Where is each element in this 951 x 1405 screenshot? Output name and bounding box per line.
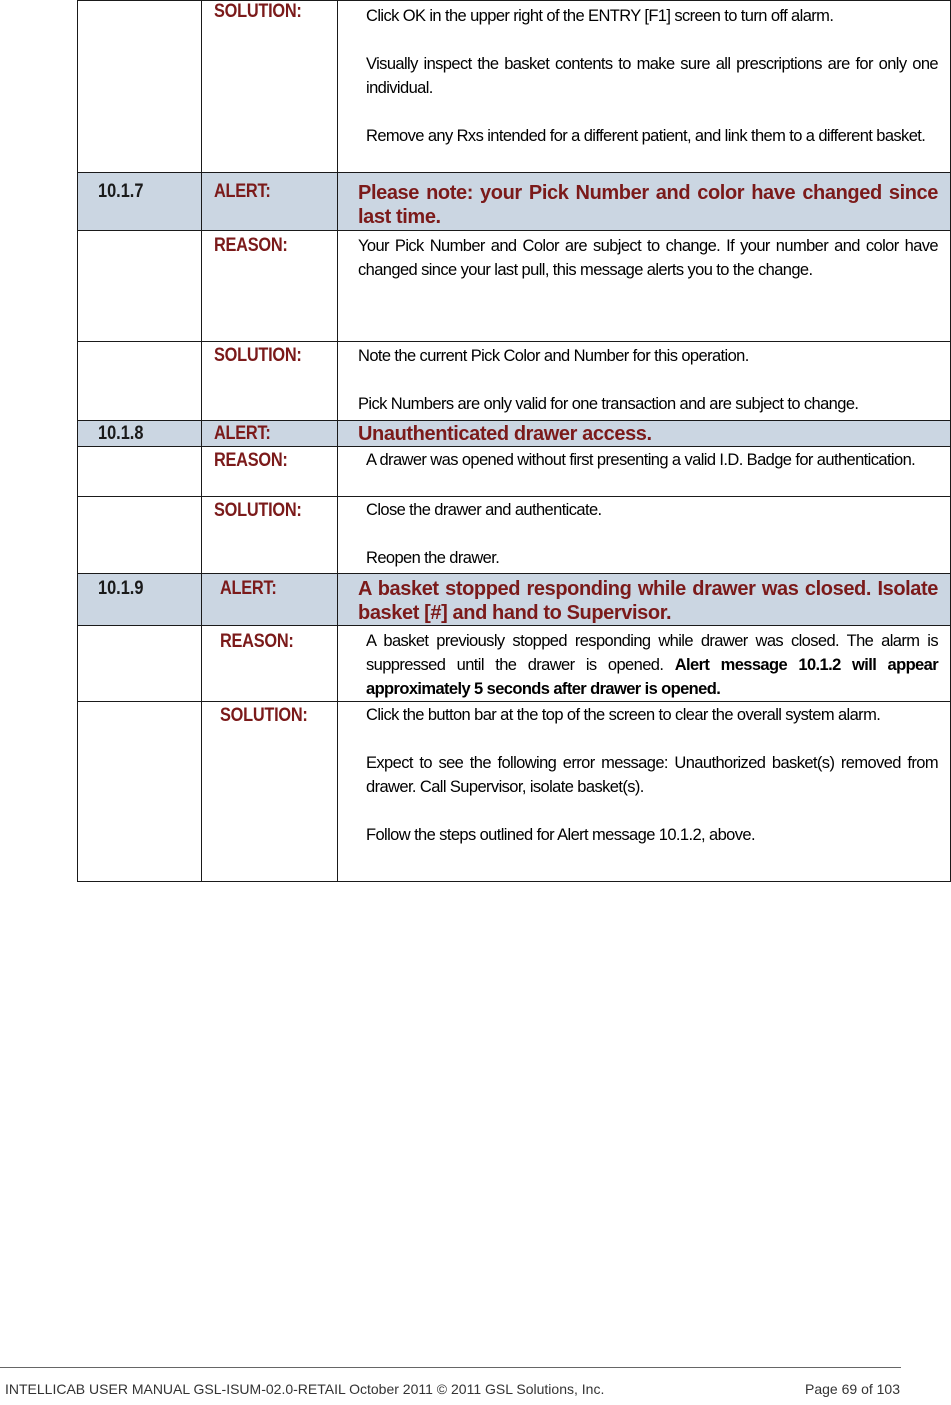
solution-text: Click the button bar at the top of the screen to clear the overall system alarm.	[366, 706, 881, 724]
reason-bold-note: Alert message 10.1.2 will appear approximately 5 seconds after drawer is opened.	[366, 656, 939, 698]
solution-text: Pick Numbers are only valid for one transaction and are subject to change.	[358, 395, 859, 413]
alert-header-row	[78, 574, 951, 626]
footer-document-info: INTELLICAB USER MANUAL GSL-ISUM-02.0-RETAIL October 2011 © 2011 GSL Solutions, Inc.	[5, 1381, 605, 1397]
alert-label: ALERT:	[214, 423, 271, 444]
page-number: Page 69 of 103	[805, 1381, 900, 1397]
table-row	[78, 497, 951, 574]
solution-label: SOLUTION:	[214, 500, 302, 521]
reason-label: REASON:	[214, 235, 288, 256]
table-row	[78, 231, 951, 342]
solution-text: Follow the steps outlined for Alert message 10.1.2, above.	[366, 826, 755, 844]
footer-divider	[0, 1367, 901, 1368]
solution-text: Visually inspect the basket contents to make sure all prescriptions are for only one individual.	[366, 55, 938, 97]
reason-label: REASON:	[220, 631, 294, 652]
reason-label: REASON:	[214, 450, 288, 471]
reason-text: A basket previously stopped responding while drawer was closed. The alarm is suppressed until the drawer is opened. Alert message 10.1.2 will appear approximately 5 seconds after drawer is opened.	[366, 632, 939, 698]
solution-label: SOLUTION:	[214, 1, 302, 22]
alert-number: 10.1.9	[98, 578, 144, 599]
table-row	[78, 342, 951, 421]
alert-title: A basket stopped responding while drawer was closed. Isolate basket [#] and hand to Supervisor.	[358, 578, 938, 624]
alert-title: Unauthenticated drawer access.	[358, 423, 652, 445]
alert-number: 10.1.7	[98, 181, 144, 202]
solution-label: SOLUTION:	[220, 705, 308, 726]
table-row	[78, 1, 951, 173]
alert-number: 10.1.8	[98, 423, 144, 444]
alert-label: ALERT:	[214, 181, 271, 202]
solution-text: Reopen the drawer.	[366, 549, 500, 567]
solution-text: Close the drawer and authenticate.	[366, 501, 602, 519]
solution-text: Remove any Rxs intended for a different patient, and link them to a different basket.	[366, 127, 926, 145]
alert-header-row	[78, 173, 951, 231]
table-row	[78, 447, 951, 497]
table-row	[78, 702, 951, 882]
reason-text: A drawer was opened without first presenting a valid I.D. Badge for authentication.	[366, 451, 916, 469]
alerts-table	[77, 0, 951, 882]
alert-label: ALERT:	[220, 578, 277, 599]
reason-text: Your Pick Number and Color are subject to change. If your number and color have changed since your last pull, this message alerts you to the change.	[358, 237, 938, 279]
solution-text: Click OK in the upper right of the ENTRY [F1] screen to turn off alarm.	[366, 7, 834, 25]
table-row	[78, 626, 951, 702]
solution-label: SOLUTION:	[214, 345, 302, 366]
page-footer	[5, 1381, 900, 1397]
alert-title: Please note: your Pick Number and color have changed since last time.	[358, 182, 938, 228]
solution-text: Expect to see the following error message: Unauthorized basket(s) removed from drawer. Call Supervisor, isolate basket(s).	[366, 754, 938, 796]
solution-text: Note the current Pick Color and Number for this operation.	[358, 347, 749, 365]
alert-header-row	[78, 421, 951, 447]
